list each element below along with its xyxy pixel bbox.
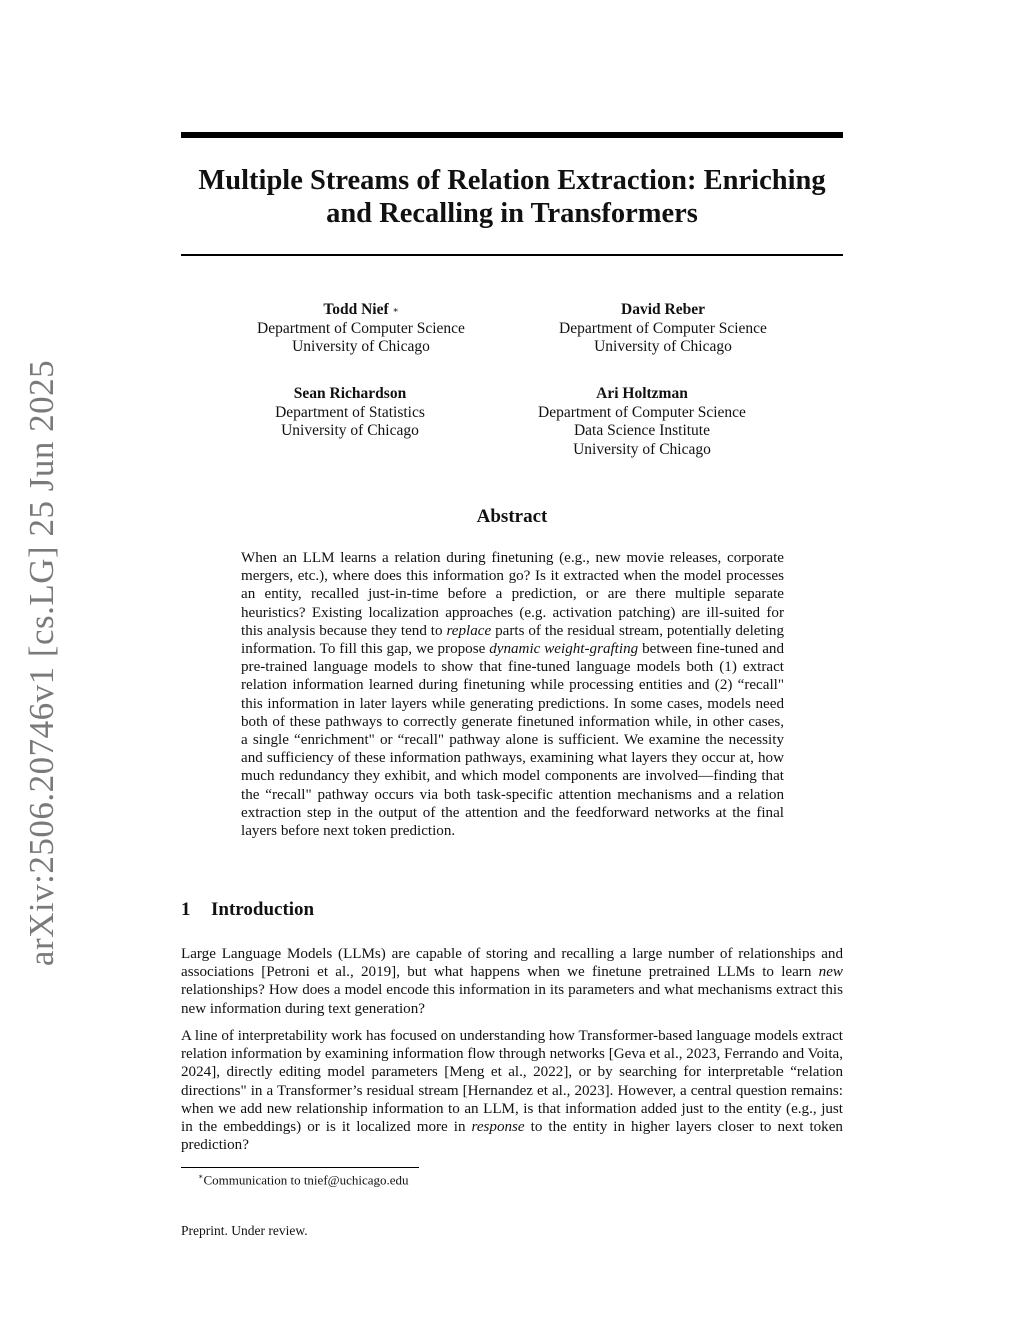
author-affiliation: University of Chicago	[594, 338, 732, 356]
author-name: Todd Nief ∗	[323, 301, 399, 318]
author-affiliation: Department of Computer Science	[559, 319, 767, 337]
intro-paragraph-1: Large Language Models (LLMs) are capable of storing and recalling a large number of relationships and associations [Petroni et al., 2019], but what happens when we finetune pretrained LLMs to learn new relationships? How does a model encode this information in its parameters and what mechanisms extract this new information during text generation?	[181, 946, 843, 1017]
author-name: David Reber	[621, 301, 705, 318]
author-affiliation: Department of Statistics	[275, 403, 425, 421]
footnote-rule	[181, 1167, 419, 1168]
author-affiliation: Data Science Institute	[573, 422, 710, 440]
arxiv-identifier: arXiv:2506.20746v1 [cs.LG] 25 Jun 2025	[22, 359, 61, 967]
author-name: Sean Richardson	[293, 385, 407, 402]
author-affiliation: University of Chicago	[292, 338, 430, 356]
intro-paragraph-2: A line of interpretability work has focused on understanding how Transformer-based language models extract relation information by examining information flow through networks [Geva et al., 2023, Ferrando and Voita, 2024], directly editing model parameters [Meng et al., 2022], or by searching for interpretable “relation directions" in a Transformer’s residual stream [Hernandez et al., 2023]. However, a central question remains: when we add new relationship information to an LLM, is that information added just to the entity (e.g., just in the embeddings) or is it localized more in response to the entity in higher layers closer to next token prediction?	[181, 1028, 843, 1154]
author-block-holtzman	[497, 385, 787, 459]
author-name: Ari Holtzman	[596, 385, 688, 402]
abstract-body: When an LLM learns a relation during finetuning (e.g., new movie releases, corporate mergers, etc.), where does this information go? Is it extracted when the model processes an entity, recalled just-in-time before a prediction, or are there multiple separate heuristics? Existing localization approaches (e.g. activation patching) are ill-suited for this analysis because they tend to replace parts of the residual stream, potentially deleting information. To fill this gap, we propose dynamic weight-grafting between fine-tuned and pre-trained language models to show that fine-tuned language models both (1) extract relation information learned during finetuning while processing entities and (2) “recall" this information in later layers while generating predictions. In some cases, models need both of these pathways to correctly generate finetuned information while, in other cases, a single “enrichment" or “recall" pathway alone is sufficient. We examine the necessity and sufficiency of these information pathways, examining what layers they occur at, how much redundancy they exhibit, and which model components are involved—finding that the “recall" pathway occurs via both task-specific attention mechanisms and a relation extraction step in the output of the attention and the feedforward networks at the final layers before next token prediction.	[241, 550, 784, 840]
author-affiliation: Department of Computer Science	[538, 403, 746, 421]
footnote-marker: ∗	[392, 305, 399, 315]
title-bottom-rule	[181, 254, 843, 256]
section-heading-introduction: 1 Introduction	[181, 899, 315, 920]
paper-title: Multiple Streams of Relation Extraction: Enriching and Recalling in Transformers	[198, 165, 826, 229]
author-affiliation: Department of Computer Science	[257, 319, 465, 337]
author-block-reber	[518, 301, 808, 357]
preprint-notice: Preprint. Under review.	[181, 1223, 308, 1238]
author-block-richardson	[205, 385, 495, 441]
author-affiliation: University of Chicago	[573, 440, 711, 458]
author-block-nief	[216, 301, 506, 357]
title-top-rule	[181, 132, 843, 138]
author-affiliation: University of Chicago	[281, 422, 419, 440]
abstract-heading: Abstract	[476, 506, 548, 527]
footnote: ∗Communication to tnief@uchicago.edu	[198, 1172, 409, 1188]
